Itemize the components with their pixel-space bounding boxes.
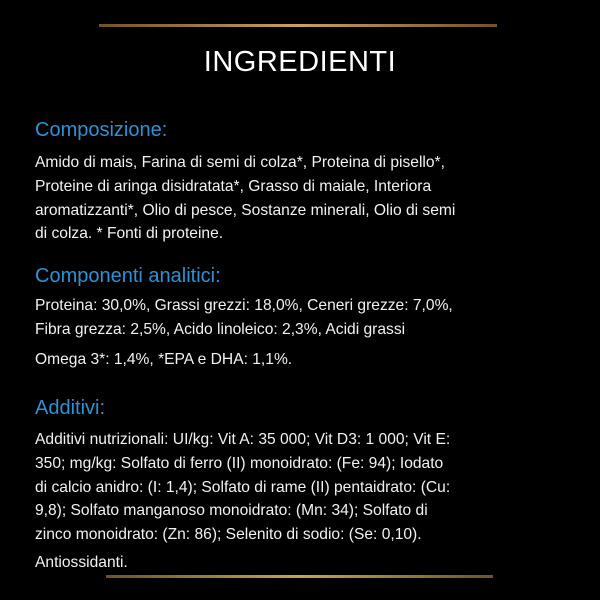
text-line: di calcio anidro: (I: 1,4); Solfato di rame (II) pentaidrato: (Cu: (35, 478, 451, 496)
text-line: di colza. * Fonti di proteine. (35, 225, 224, 243)
text-line: zinco monoidrato: (Zn: 86); Selenito di sodio: (Se: 0,10). (35, 526, 422, 544)
text-line: Amido di mais, Farina di semi di colza*, Proteina di pisello*, (35, 154, 445, 171)
text-line: 350; mg/kg: Solfato di ferro (II) monoidrato: (Fe: 94); Iodato (35, 454, 444, 472)
bottom-gold-rule (106, 575, 493, 578)
top-gold-rule (99, 24, 497, 27)
text-line: Fibra grezza: 2,5%, Acido linoleico: 2,3%, Acidi grassi (35, 320, 406, 338)
text-line: Omega 3*: 1,4%, *EPA e DHA: 1,1%. (35, 350, 293, 368)
page-title: INGREDIENTI (203, 46, 397, 78)
additivi-text (35, 428, 450, 575)
text-line: Antiossidanti. (35, 553, 128, 571)
componenti-text (35, 294, 453, 371)
text-line: Additivi nutrizionali: UI/kg: Vit A: 35 000; Vit D3: 1 000; Vit E: (35, 431, 451, 448)
text-line: Proteina: 30,0%, Grassi grezzi: 18,0%, Ceneri grezze: 7,0%, (35, 297, 453, 314)
text-line: aromatizzanti*, Olio di pesce, Sostanze minerali, Olio di semi (35, 201, 456, 219)
composizione-text (35, 151, 455, 246)
text-line: Proteine di aringa disidratata*, Grasso di maiale, Interiora (35, 177, 432, 195)
section-heading-componenti-analitici: Componenti analitici: (35, 265, 221, 287)
text-line: 9,8); Solfato manganoso monoidrato: (Mn: 34); Solfato di (35, 502, 428, 520)
section-heading-additivi: Additivi: (35, 397, 106, 419)
section-heading-composizione: Composizione: (35, 119, 168, 141)
